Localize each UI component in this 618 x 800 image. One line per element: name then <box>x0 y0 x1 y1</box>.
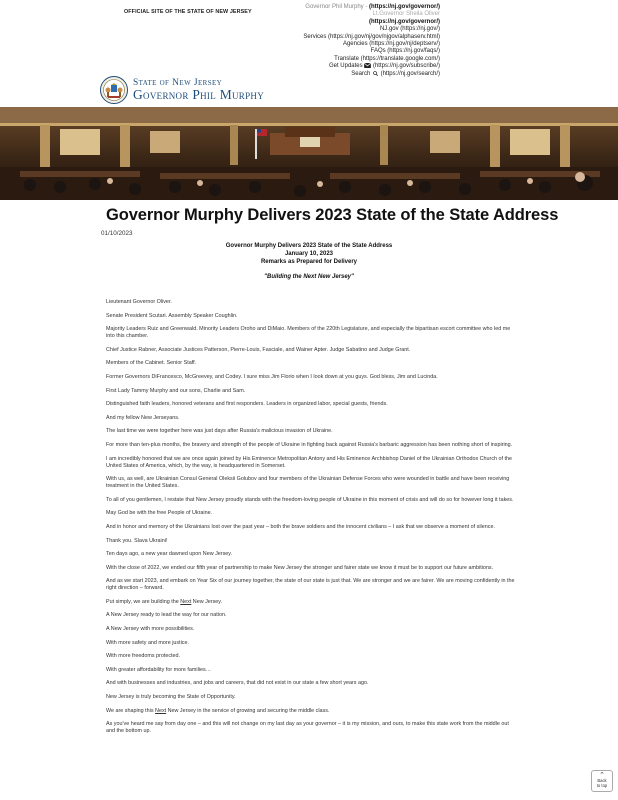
paragraph: Lieutenant Governor Oliver. <box>106 299 172 305</box>
heading-line: Governor Murphy Delivers 2023 State of the State Address <box>225 243 393 249</box>
envelope-icon <box>364 63 371 68</box>
speech-subtitle: "Building the Next New Jersey" <box>264 274 354 280</box>
paragraph: I am incredibly honored that we are once again joined by His Eminence Metropolitan Antony and His Eminence Archbishop Daniel of the Ukrainian Orthodox Church of the United States of America, which, by the way, is headquartered in Somerset. <box>106 455 513 469</box>
agencies-link[interactable]: Agencies (https://nj.gov/nj/deptserv/) <box>342 41 440 48</box>
paragraph: The last time we were together here was just days after Russia's malicious invasion of Ukraine. <box>106 428 333 435</box>
njgov-link[interactable]: NJ.gov (https://nj.gov/) <box>379 26 440 33</box>
paragraph: And my fellow New Jerseyans. <box>106 414 180 421</box>
brand-text <box>133 78 264 102</box>
utility-links <box>303 4 440 78</box>
paragraph: For more than ten-plus months, the bravery and strength of the people of Ukraine in fighting back against Russia's barbaric aggression has been nothing short of inspiring. <box>106 441 513 448</box>
lt-governor-url[interactable]: (https://nj.gov/governor/) <box>369 18 440 25</box>
paragraph: Distinguished faith leaders, honored veterans and first responders. Leaders in organized labor, special guests, friends. <box>106 401 388 408</box>
paragraph: With us, as well, are Ukrainian Consul General Oleksii Golubov and four members of the Ukrainian Defense Forces who were wounded in battle and have been receiving treatment in the United States. <box>106 476 510 490</box>
paragraph: New Jersey is truly becoming the State of Opportunity. <box>106 694 236 701</box>
paragraph: Chief Justice Rabner, Associate Justices Patterson, Pierre-Louis, Fasciale, and Wainer Apter. Judge Sabatino and Judge Grant. <box>106 346 411 353</box>
lt-governor-link[interactable]: Lt.Governor Sheila Oliver <box>372 11 440 18</box>
paragraph: First Lady Tammy Murphy and our sons, Charlie and Sam. <box>106 387 246 394</box>
paragraph: Thank you. Slava Ukraini! <box>106 537 168 544</box>
paragraph: To all of you gentlemen, I restate that New Jersey proudly stands with the freedom-loving people of Ukraine in this moment of crisis and will do so for however long it takes. <box>106 496 514 503</box>
heading-line: January 10, 2023 <box>284 251 334 258</box>
search-icon <box>372 71 379 76</box>
get-updates-link[interactable]: Get Updates (https://nj.gov/subscribe/) <box>328 63 440 70</box>
paragraph: We are shaping this Next New Jersey in the service of growing and securing the middle class. <box>106 707 330 714</box>
paragraph: Majority Leaders Ruiz and Greenwald. Minority Leaders Oroho and DiMaio. Members of the 220th Legislature, and especially the bipartisan escort committee who led me into this chamber. <box>106 326 511 340</box>
back-to-top-label: Back <box>597 778 607 783</box>
next-emphasis: Next <box>155 707 167 714</box>
governor-link[interactable]: Governor Phil Murphy - (https://nj.gov/governor/) <box>305 4 440 10</box>
speech-body <box>106 299 518 742</box>
official-site-label: OFFICIAL SITE OF THE STATE OF NEW JERSEY <box>124 9 252 15</box>
governor-name: Governor Phil Murphy <box>133 87 265 102</box>
publish-date: 01/10/2023 <box>101 230 133 237</box>
services-link[interactable]: Services (https://nj.gov/nj/gov/njgov/alphaserv.html) <box>303 33 440 40</box>
paragraph: And as we start 2023, and embark on Year Six of our journey together, the state of our state is just that. We are stronger and we are fairer. We are moving confidently in the right direction – forward. <box>106 578 515 592</box>
top-utility-bar <box>0 0 618 77</box>
search-link[interactable]: Search (https://nj.gov/search/) <box>351 70 440 77</box>
hero-chamber-image <box>0 107 618 200</box>
state-seal-icon <box>100 76 128 104</box>
page-title: Governor Murphy Delivers 2023 State of the State Address <box>106 206 559 224</box>
paragraph: And in honor and memory of the Ukrainians lost over the past year – both the brave soldiers and the innocent civilians – I ask that we observe a moment of silence. <box>106 523 495 530</box>
article-heading <box>106 242 512 267</box>
paragraph: May God be with the free People of Ukraine. <box>106 510 213 517</box>
arrow-up-icon: ⌃ <box>599 772 605 779</box>
paragraph: Ten days ago, a new year dawned upon New Jersey. <box>106 551 233 558</box>
paragraph: With more freedoms protected. <box>106 653 181 660</box>
paragraph: A New Jersey ready to lead the way for our nation. <box>106 612 227 619</box>
paragraph: A New Jersey with more possibilities. <box>106 626 195 633</box>
back-to-top-button[interactable] <box>591 770 613 792</box>
translate-link[interactable]: Translate (https://translate.google.com/) <box>334 55 440 62</box>
paragraph: As you've heard me say from day one – and this will not change on my last day as your governor – it is my mission, and ours, to make this state work from the middle out and the bottom up. <box>106 721 509 735</box>
paragraph: And with businesses and industries, and jobs and careers, that did not exist in our state a few short years ago. <box>106 680 369 687</box>
paragraph: With greater affordability for more families… <box>106 666 212 673</box>
heading-line: Remarks as Prepared for Delivery <box>260 259 358 266</box>
paragraph: Former Governors DiFrancesco, McGreevey, and Codey. I sure miss Jim Florio when I look down at you guys. God bless, Jim and Lucinda. <box>106 373 438 380</box>
paragraph: With more safety and more justice. <box>106 639 189 646</box>
paragraph: With the close of 2022, we ended our fifth year of partnership to make New Jersey the stronger and fairer state we know it must be to support our future ambitions. <box>106 564 494 571</box>
faqs-link[interactable]: FAQs (https://nj.gov/faqs/) <box>370 48 440 55</box>
paragraph: Senate President Scutari. Assembly Speaker Coughlin. <box>106 312 238 319</box>
paragraph: Members of the Cabinet. Senior Staff. <box>106 360 197 367</box>
state-name: State of New Jersey <box>133 78 223 88</box>
paragraph: Put simply, we are building the Next New Jersey. <box>106 598 223 605</box>
back-to-top-label: to top <box>596 782 608 788</box>
next-emphasis: Next <box>180 598 192 605</box>
